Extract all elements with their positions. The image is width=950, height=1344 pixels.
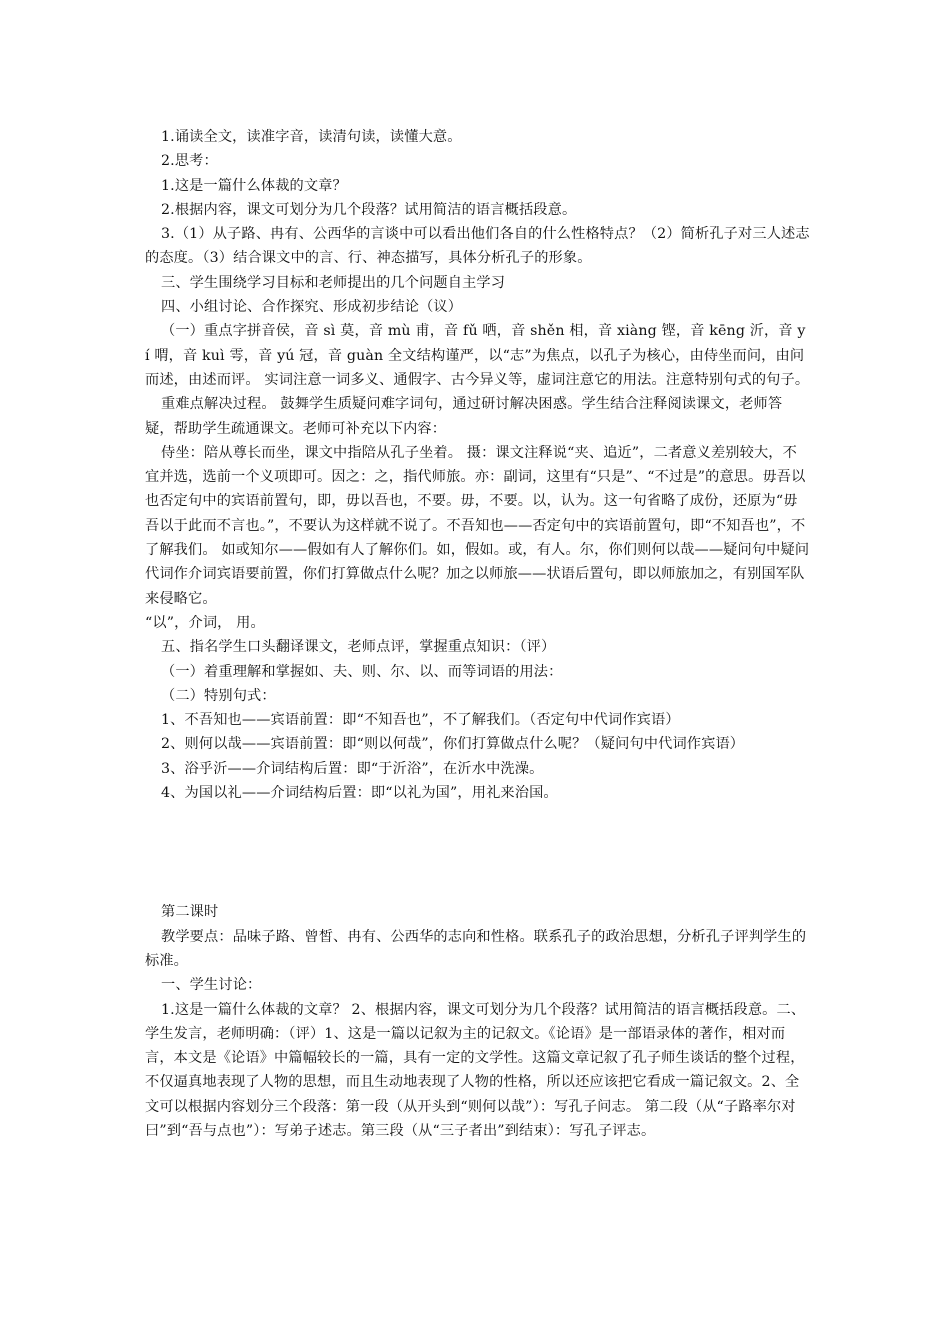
section-title: 第二课时 (161, 904, 219, 921)
paragraph: 1.诵读全文，读准字音，读清句读，读懂大意。 (161, 129, 462, 145)
paragraph: 五、指名学生口头翻译课文，老师点评，掌握重点知识：（评） (161, 639, 556, 656)
paragraph: 三、学生围绕学习目标和老师提出的几个问题自主学习 (161, 274, 506, 291)
paragraph: 1、不吾知也——宾语前置：即“不知吾也”，不了解我们。（否定句中代词作宾语） (161, 712, 680, 729)
document-body (145, 125, 810, 1143)
paragraph: 4、为国以礼——介词结构后置：即“以礼为国”，用礼来治国。 (161, 785, 558, 802)
paragraph: 1.这是一篇什么体裁的文章？ (161, 177, 347, 194)
paragraph: 2.根据内容，课文可划分为几个段落？试用简洁的语言概括段意。 (161, 201, 577, 218)
paragraph: “以”，介词， 用。 (145, 614, 265, 631)
paragraph: （一）重点字拼音侯，音 sì 莫，音 mù 甫，音 fǔ 哂，音 shěn 相，音 xiàng 铿，音 kēng 沂，音 yí 喟，音 kuì 雩，音 yú 冠，音 guàn 全文结构谨严，以“志”为焦点，以孔子为核心，由侍坐而问，由问而述，由述而评。 实词注意一词多义、通假字、古今异义等，虚词注意它的用法。注意特别句式的句子。 (145, 323, 810, 388)
paragraph: 一、学生讨论： (161, 977, 262, 994)
paragraph: 侍坐：陪从尊长而坐，课文中指陪从孔子坐着。 摄：课文注释说“夹、追近”，二者意义差别较大，不宜并选，选前一个义项即可。因之：之，指代师旅。亦：副词，这里有“只是”、“不过是”的意思。毋吾以也否定句中的宾语前置句，即，毋以吾也，不要。毋，不要。以，认为。这一句省略了成份，还原为“毋吾以于此而不言也。”，不要认为这样就不说了。不吾知也——否定句中的宾语前置句，即“不知吾也”，不了解我们。 如或知尔——假如有人了解你们。如，假如。或，有人。尔，你们则何以哉——疑问句中疑问代词作介词宾语要前置，你们打算做点什么呢？加之以师旅——状语后置句，即以师旅加之，有别国军队来侵略它。 (145, 444, 810, 607)
paragraph: 四、小组讨论、合作探究、形成初步结论（议） (161, 299, 463, 316)
paragraph: （二）特别句式： (161, 687, 276, 704)
paragraph: 2、则何以哉——宾语前置：即“则以何哉”，你们打算做点什么呢？（疑问句中代词作宾语） (161, 736, 745, 753)
section-spacer (145, 805, 810, 900)
paragraph: 教学要点：品味子路、曾皙、冉有、公西华的志向和性格。联系孔子的政治思想，分析孔子评判学生的标准。 (145, 928, 807, 969)
paragraph: 重难点解决过程。 鼓舞学生质疑问难字词句，通过研讨解决困惑。学生结合注释阅读课文，老师答疑，帮助学生疏通课文。老师可补充以下内容： (145, 396, 783, 437)
paragraph: 3、浴乎沂——介词结构后置：即“于沂浴”，在沂水中洗澡。 (161, 760, 544, 777)
paragraph: （一）着重理解和掌握如、夫、则、尔、以、而等词语的用法： (161, 663, 563, 680)
paragraph: 1.这是一篇什么体裁的文章？ 2、根据内容，课文可划分为几个段落？试用简洁的语言概括段意。二、学生发言，老师明确：（评）1、这是一篇以记叙为主的记叙文。《论语》是一部语录体的著作，相对而言，本文是《论语》中篇幅较长的一篇，具有一定的文学性。这篇文章记叙了孔子师生谈话的整个过程，不仅逼真地表现了人物的思想，而且生动地表现了人物的性格，所以还应该把它看成一篇记叙文。2、全文可以根据内容划分三个段落：第一段（从开头到“则何以哉”）：写孔子问志。 第二段（从“子路率尔对曰”到“吾与点也”）：写弟子述志。第三段（从“三子者出”到结束）：写孔子评志。 (145, 1001, 806, 1139)
paragraph: 3.（1）从子路、冉有、公西华的言谈中可以看出他们各自的什么性格特点？（2）简析孔子对三人述志的态度。（3）结合课文中的言、行、神态描写，具体分析孔子的形象。 (145, 226, 810, 267)
paragraph: 2.思考： (161, 153, 218, 170)
